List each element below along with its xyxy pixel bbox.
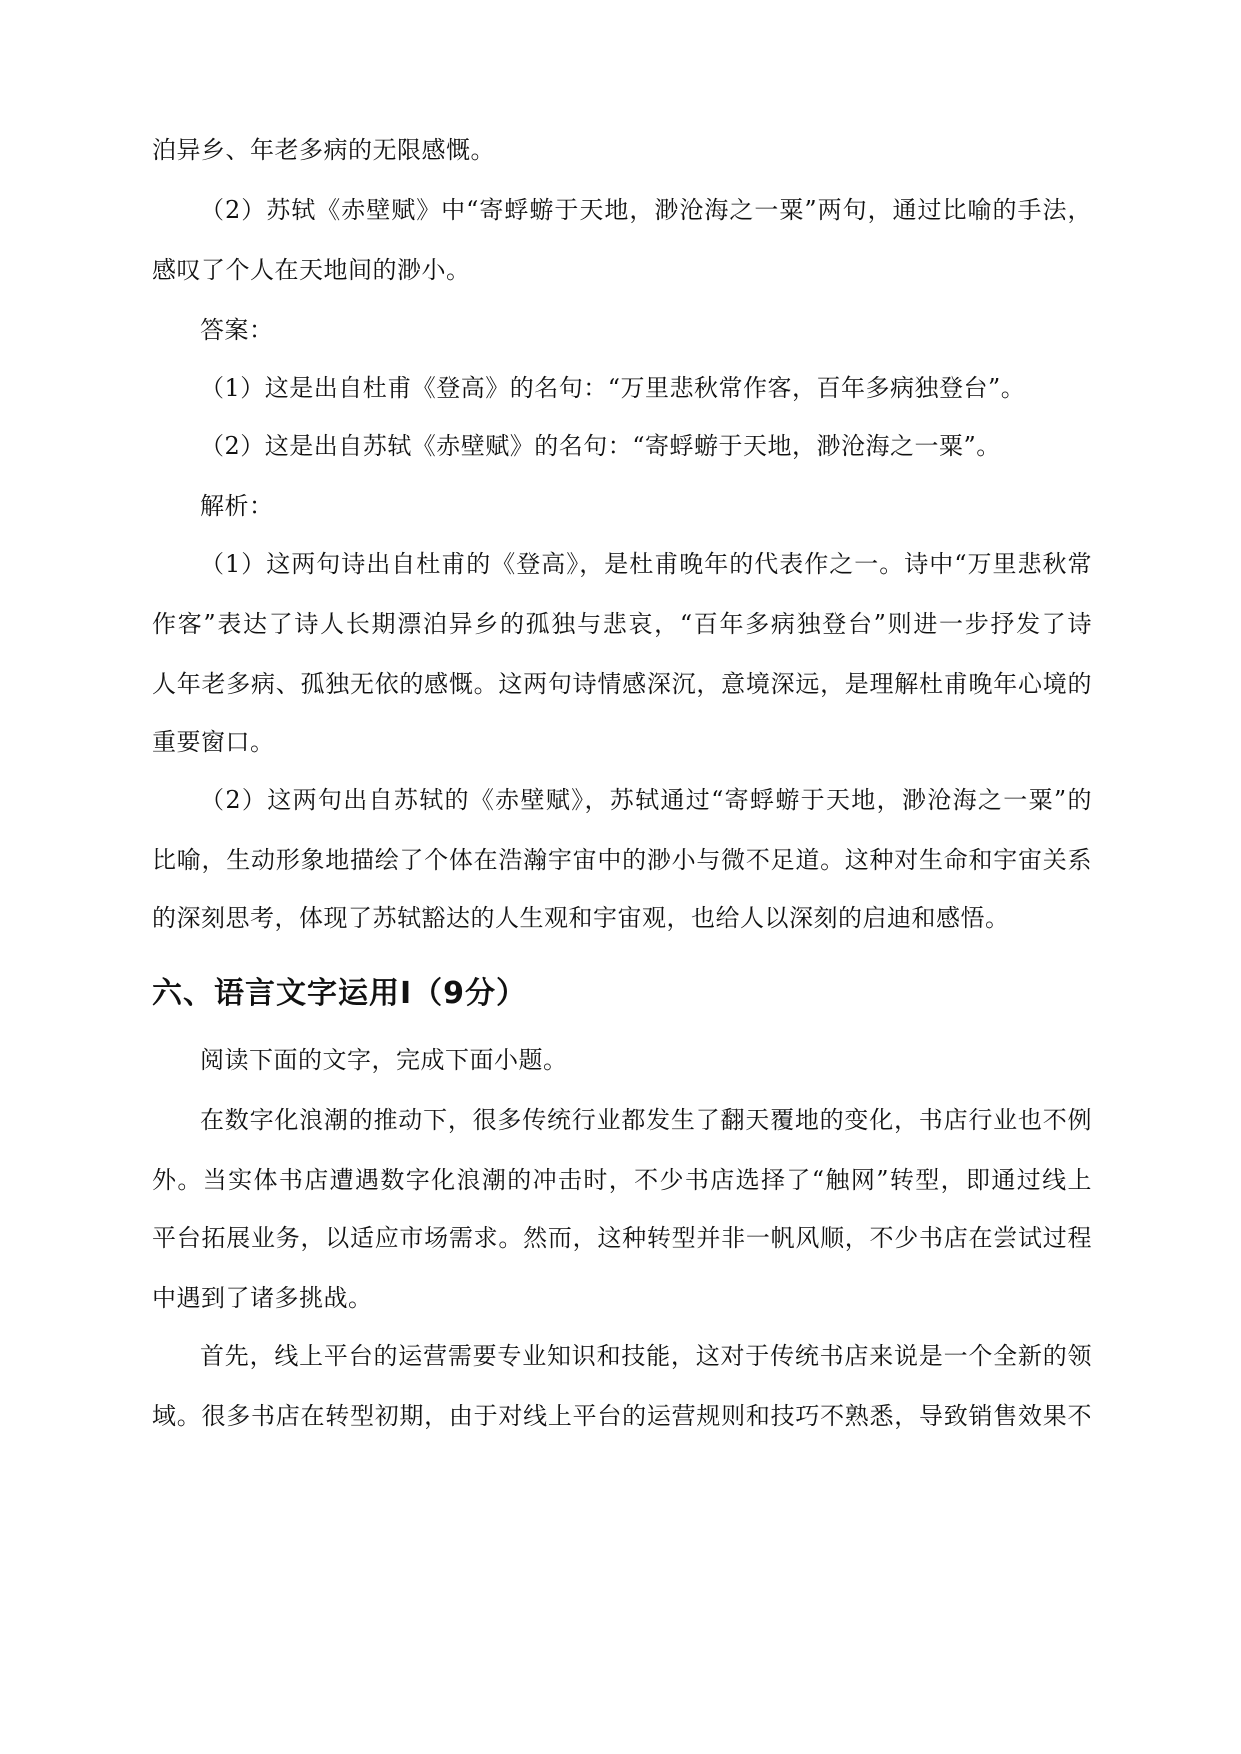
paragraph-line: （1）这是出自杜甫《登高》的名句：“万里悲秋常作客，百年多病独登台”。 (200, 374, 1026, 402)
paragraph-line: 平台拓展业务，以适应市场需求。然而，这种转型并非一帆风顺，不少书店在尝试过程 (152, 1224, 1092, 1252)
paragraph-line: 泊异乡、年老多病的无限感慨。 (152, 136, 495, 164)
paragraph-line: 比喻，生动形象地描绘了个体在浩瀚宇宙中的渺小与微不足道。这种对生命和宇宙关系 (152, 846, 1092, 874)
paragraph-line: （2）这两句出自苏轼的《赤壁赋》，苏轼通过“寄蜉蝣于天地，渺沧海之一粟”的 (200, 786, 1092, 814)
paragraph-line: （1）这两句诗出自杜甫的《登高》，是杜甫晚年的代表作之一。诗中“万里悲秋常 (200, 550, 1092, 578)
answer-label: 答案： (200, 316, 274, 344)
paragraph-line: 的深刻思考，体现了苏轼豁达的人生观和宇宙观，也给人以深刻的启迪和感悟。 (152, 904, 1010, 932)
paragraph-line: 外。当实体书店遭遇数字化浪潮的冲击时，不少书店选择了“触网”转型，即通过线上 (152, 1166, 1092, 1194)
paragraph-line: 中遇到了诸多挑战。 (152, 1284, 373, 1312)
paragraph-line: 人年老多病、孤独无依的感慨。这两句诗情感深沉，意境深远，是理解杜甫晚年心境的 (152, 670, 1092, 698)
paragraph-line: 阅读下面的文字，完成下面小题。 (200, 1046, 568, 1074)
section-heading: 六、语言文字运用Ⅰ（9分） (152, 976, 528, 1011)
analysis-label: 解析： (200, 492, 274, 520)
paragraph-line: （2）苏轼《赤壁赋》中“寄蜉蝣于天地，渺沧海之一粟”两句，通过比喻的手法， (200, 196, 1092, 224)
paragraph-line: 感叹了个人在天地间的渺小。 (152, 256, 471, 284)
paragraph-line: 首先，线上平台的运营需要专业知识和技能，这对于传统书店来说是一个全新的领 (200, 1342, 1092, 1370)
paragraph-line: （2）这是出自苏轼《赤壁赋》的名句：“寄蜉蝣于天地，渺沧海之一粟”。 (200, 432, 1001, 460)
paragraph-line: 域。很多书店在转型初期，由于对线上平台的运营规则和技巧不熟悉，导致销售效果不 (152, 1402, 1092, 1430)
paragraph-line: 重要窗口。 (152, 728, 275, 756)
paragraph-line: 作客”表达了诗人长期漂泊异乡的孤独与悲哀，“百年多病独登台”则进一步抒发了诗 (152, 610, 1092, 638)
paragraph-line: 在数字化浪潮的推动下，很多传统行业都发生了翻天覆地的变化，书店行业也不例 (200, 1106, 1092, 1134)
